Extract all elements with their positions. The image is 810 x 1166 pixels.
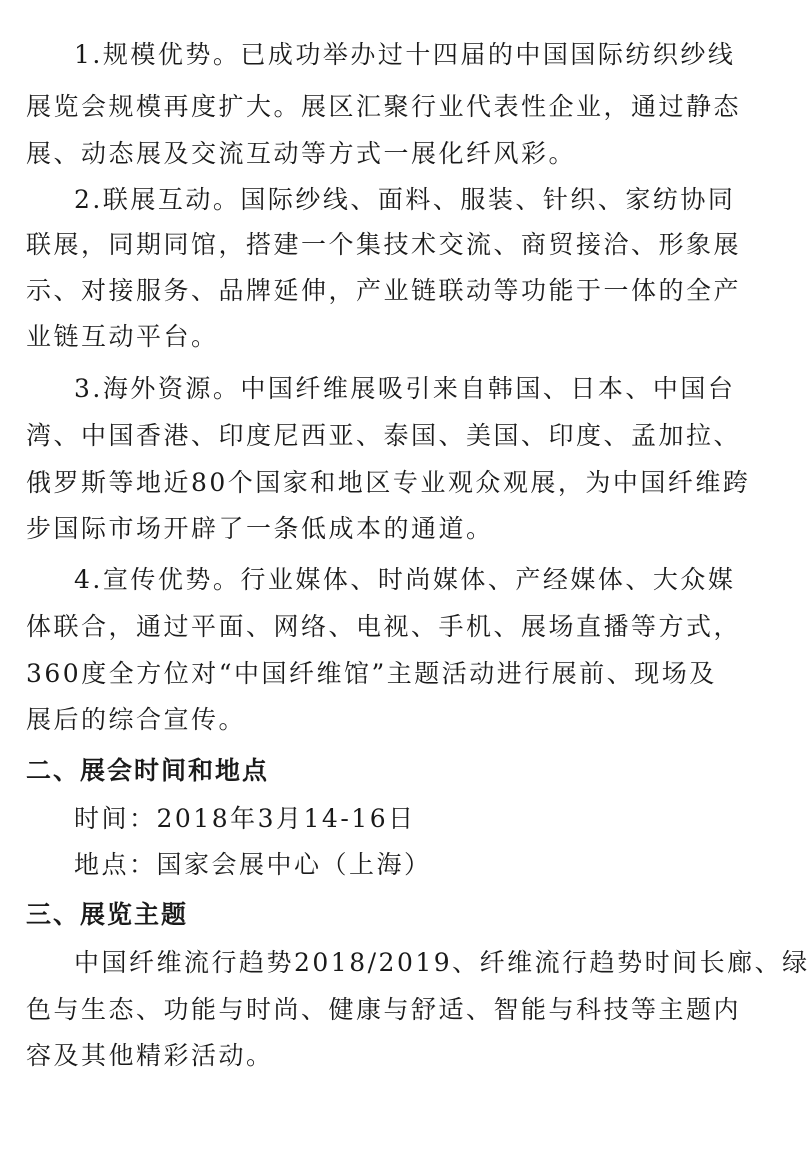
exhibition-time: 时间：2018年3月14-16日 <box>74 804 416 833</box>
paragraph-scale-advantage-line-3: 展、动态展及交流互动等方式一展化纤风彩。 <box>26 139 577 168</box>
paragraph-joint-exhibition-line-3: 示、对接服务、品牌延伸，产业链联动等功能于一体的全产 <box>26 276 742 305</box>
paragraph-joint-exhibition-line-1: 2.联展互动。国际纱线、面料、服装、针织、家纺协同 <box>74 185 736 214</box>
exhibition-theme-line-3: 容及其他精彩活动。 <box>26 1041 274 1070</box>
exhibition-theme-line-1: 中国纤维流行趋势2018/2019、纤维流行趋势时间长廊、绿 <box>74 948 810 977</box>
paragraph-overseas-resources-line-1: 3.海外资源。中国纤维展吸引来自韩国、日本、中国台 <box>74 374 736 403</box>
paragraph-publicity-advantage-line-1: 4.宣传优势。行业媒体、时尚媒体、产经媒体、大众媒 <box>74 565 736 594</box>
paragraph-publicity-advantage-line-2: 体联合，通过平面、网络、电视、手机、展场直播等方式， <box>26 612 742 641</box>
paragraph-publicity-advantage-line-3: 360度全方位对“中国纤维馆”主题活动进行展前、现场及 <box>26 659 717 688</box>
paragraph-overseas-resources-line-4: 步国际市场开辟了一条低成本的通道。 <box>26 514 494 543</box>
paragraph-overseas-resources-line-3: 俄罗斯等地近80个国家和地区专业观众观展，为中国纤维跨 <box>26 468 751 497</box>
paragraph-publicity-advantage-line-4: 展后的综合宣传。 <box>26 705 247 734</box>
paragraph-scale-advantage-line-1: 1.规模优势。已成功举办过十四届的中国国际纺织纱线 <box>74 40 736 69</box>
paragraph-overseas-resources-line-2: 湾、中国香港、印度尼西亚、泰国、美国、印度、孟加拉、 <box>26 421 742 450</box>
paragraph-joint-exhibition-line-2: 联展，同期同馆，搭建一个集技术交流、商贸接洽、形象展 <box>26 230 742 259</box>
paragraph-scale-advantage-line-2: 展览会规模再度扩大。展区汇聚行业代表性企业，通过静态 <box>26 92 742 121</box>
paragraph-joint-exhibition-line-4: 业链互动平台。 <box>26 322 219 351</box>
exhibition-theme-line-2: 色与生态、功能与时尚、健康与舒适、智能与科技等主题内 <box>26 995 742 1024</box>
exhibition-place: 地点：国家会展中心（上海） <box>74 850 432 879</box>
section-heading-time-and-place: 二、展会时间和地点 <box>26 756 270 785</box>
section-heading-exhibition-theme: 三、展览主题 <box>26 900 189 929</box>
